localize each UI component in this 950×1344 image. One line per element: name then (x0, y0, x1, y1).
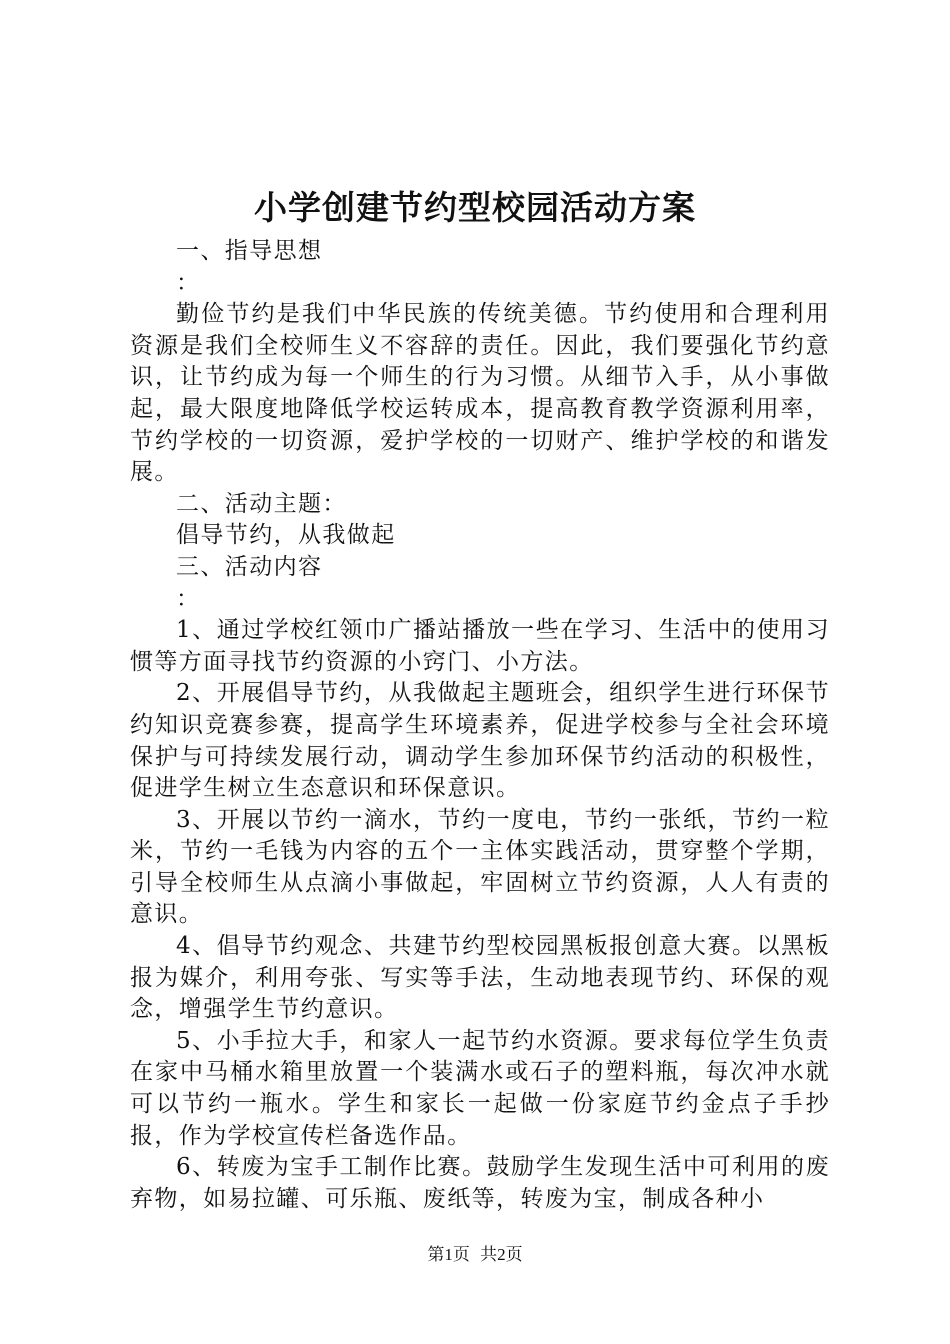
page-number: 第1页 (427, 1245, 470, 1264)
list-item-3: 3、开展以节约一滴水，节约一度电，节约一张纸，节约一粒米，节约一毛钱为内容的五个一主体实践活动，贯穿整个学期，引导全校师生从点滴小事做起，牢固树立节约资源，人人有责的意识。 (130, 806, 830, 928)
document-title: 小学创建节约型校园活动方案 (254, 188, 696, 227)
colon-line: ： (176, 269, 201, 296)
document-body (130, 236, 830, 1215)
list-item-6: 6、转废为宝手工制作比赛。鼓励学生发现生活中可利用的废弃物，如易拉罐、可乐瓶、废纸等，转废为宝，制成各种小 (130, 1154, 830, 1212)
paragraph-guiding-thought: 勤俭节约是我们中华民族的传统美德。节约使用和合理利用资源是我们全校师生义不容辞的责任。因此，我们要强化节约意识，让节约成为每一个师生的行为习惯。从细节入手，从小事做起，最大限度地降低学校运转成本，提高教育教学资源利用率，节约学校的一切资源，爱护学校的一切财产、维护学校的和谐发展。 (130, 301, 830, 486)
list-item-5: 5、小手拉大手，和家人一起节约水资源。要求每位学生负责在家中马桶水箱里放置一个装满水或石子的塑料瓶，每次冲水就可以节约一瓶水。学生和家长一起做一份家庭节约金点子手抄报，作为学校宣传栏备选作品。 (130, 1027, 830, 1149)
paragraph-theme: 倡导节约，从我做起 (176, 522, 396, 549)
section-heading-theme: 二、活动主题： (176, 490, 347, 517)
section-heading-guiding-thought: 一、指导思想 (176, 238, 323, 264)
colon-line: ： (176, 585, 201, 612)
list-item-2: 2、开展倡导节约，从我做起主题班会，组织学生进行环保节约知识竞赛参赛，提高学生环境素养，促进学校参与全社会环境保护与可持续发展行动，调动学生参加环保节约活动的积极性，促进学生树立生态意识和环保意识。 (130, 680, 830, 802)
page-total: 共2页 (480, 1245, 523, 1264)
page-footer (0, 1243, 950, 1267)
section-heading-content: 三、活动内容 (176, 553, 323, 580)
list-item-1: 1、通过学校红领巾广播站播放一些在学习、生活中的使用习惯等方面寻找节约资源的小窍门、小方法。 (130, 617, 830, 675)
list-item-4: 4、倡导节约观念、共建节约型校园黑板报创意大赛。以黑板报为媒介，利用夸张、写实等手法，生动地表现节约、环保的观念，增强学生节约意识。 (130, 933, 830, 1023)
